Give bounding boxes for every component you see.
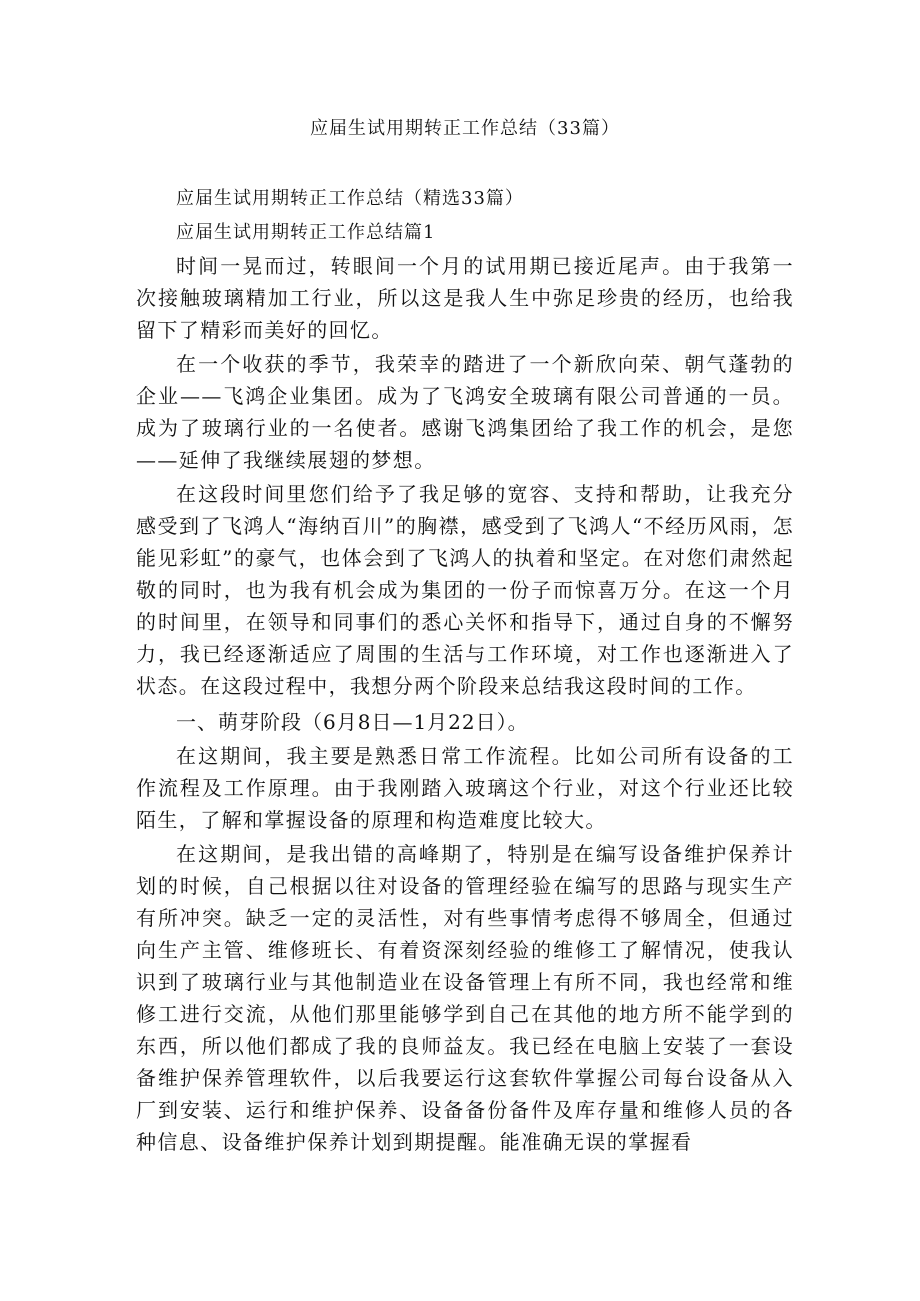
subtitle-block	[136, 182, 794, 250]
paragraph-2: 在一个收获的季节，我荣幸的踏进了一个新欣向荣、朝气蓬勃的企业——飞鸿企业集团。成为了飞鸿安全玻璃有限公司普通的一员。成为了玻璃行业的一名使者。感谢飞鸿集团给了我工作的机会，是您——延伸了我继续展翅的梦想。	[136, 352, 794, 472]
body-text	[136, 250, 794, 1160]
part-heading: 应届生试用期转正工作总结篇1	[176, 222, 436, 243]
document-subtitle: 应届生试用期转正工作总结（精选33篇）	[176, 188, 524, 209]
paragraph-3: 在这段时间里您们给予了我足够的宽容、支持和帮助，让我充分感受到了飞鸿人“海纳百川”的胸襟，感受到了飞鸿人“不经历风雨，怎能见彩虹”的豪气，也体会到了飞鸿人的执着和坚定。在对您们肃然起敬的同时，也为我有机会成为集团的一份子而惊喜万分。在这一个月的时间里，在领导和同事们的悉心关怀和指导下，通过自身的不懈努力，我已经逐渐适应了周围的生活与工作环境，对工作也逐渐进入了状态。在这段过程中，我想分两个阶段来总结我这段时间的工作。	[136, 482, 794, 698]
section-paragraph-1: 在这期间，我主要是熟悉日常工作流程。比如公司所有设备的工作流程及工作原理。由于我刚踏入玻璃这个行业，对这个行业还比较陌生，了解和掌握设备的原理和构造难度比较大。	[136, 744, 794, 832]
paragraph-1: 时间一晃而过，转眼间一个月的试用期已接近尾声。由于我第一次接触玻璃精加工行业，所以这是我人生中弥足珍贵的经历，也给我留下了精彩而美好的回忆。	[136, 254, 794, 342]
section-paragraph-2: 在这期间，是我出错的高峰期了，特别是在编写设备维护保养计划的时候，自己根据以往对设备的管理经验在编写的思路与现实生产有所冲突。缺乏一定的灵活性，对有些事情考虑得不够周全，但通过向生产主管、维修班长、有着资深刻经验的维修工了解情况，使我认识到了玻璃行业与其他制造业在设备管理上有所不同，我也经常和维修工进行交流，从他们那里能够学到自己在其他的地方所不能学到的东西，所以他们都成了我的良师益友。我已经在电脑上安装了一套设备维护保养管理软件，以后我要运行这套软件掌握公司每台设备从入厂到安装、运行和维护保养、设备备份备件及库存量和维修人员的各种信息、设备维护保养计划到期提醒。能准确无误的掌握看	[136, 842, 794, 1154]
section-heading: 一、萌芽阶段（6月8日—1月22日）。	[176, 710, 529, 734]
document-title: 应届生试用期转正工作总结（33篇）	[310, 118, 620, 139]
